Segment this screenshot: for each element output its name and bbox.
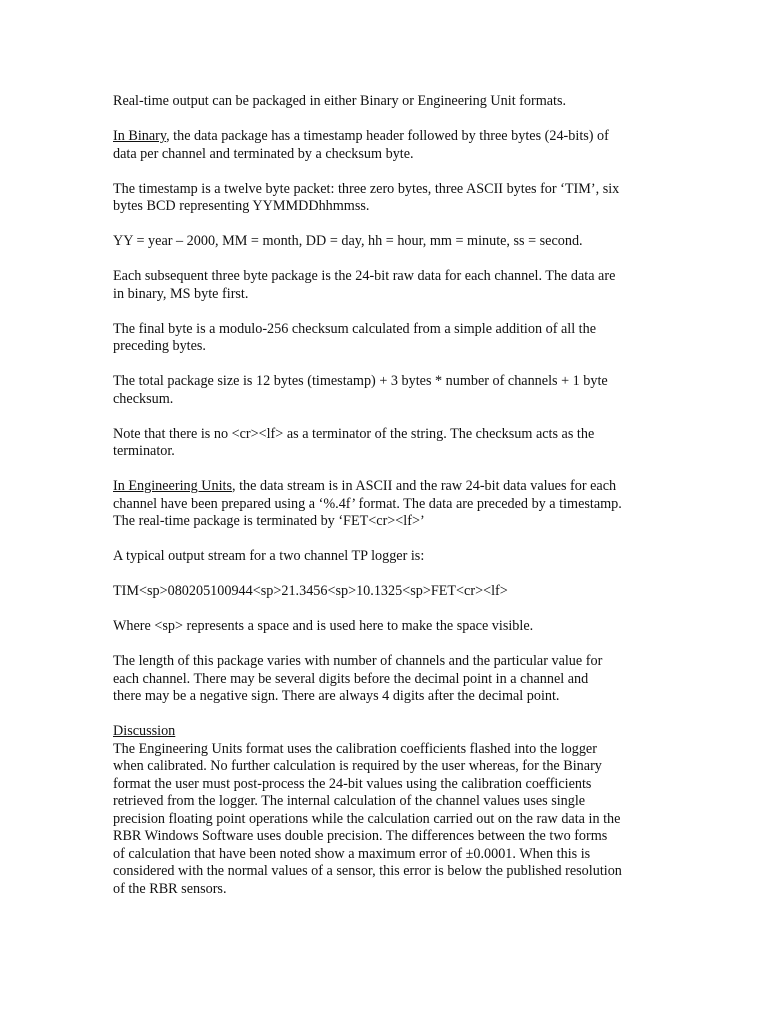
paragraph-sp-note: Where <sp> represents a space and is used here to make the space visible. bbox=[113, 618, 534, 634]
paragraph-package-size: The total package size is 12 bytes (timestamp) + 3 bytes * number of channels + 1 byte checksum. bbox=[113, 373, 608, 407]
binary-heading: In Binary bbox=[113, 128, 167, 144]
paragraph-stream-example: TIM<sp>080205100944<sp>21.3456<sp>10.1325<sp>FET<cr><lf> bbox=[113, 583, 508, 599]
paragraph-package-length: The length of this package varies with number of channels and the particular value for each channel. There may be several digits before the decimal point in a channel and there may be a negative sign. There are always 4 digits after the decimal point. bbox=[113, 653, 603, 704]
paragraph-channel-data: Each subsequent three byte package is the 24-bit raw data for each channel. The data are in binary, MS byte first. bbox=[113, 268, 616, 302]
engineering-units-heading: In Engineering Units bbox=[113, 478, 232, 494]
paragraph-typical-stream: A typical output stream for a two channel TP logger is: bbox=[113, 548, 425, 564]
paragraph-time-fields: YY = year – 2000, MM = month, DD = day, hh = hour, mm = minute, ss = second. bbox=[113, 233, 583, 249]
engineering-units-text: , the data stream is in ASCII and the raw 24-bit data values for each channel have been prepared using a ‘%.4f’ format. The data are preceded by a timestamp. The real-time package is terminated by ‘FET<cr><lf>’ bbox=[113, 478, 622, 529]
binary-text: , the data package has a timestamp header followed by three bytes (24-bits) of data per channel and terminated by a checksum byte. bbox=[113, 128, 609, 162]
paragraph-engineering-units bbox=[113, 478, 663, 531]
paragraph-terminator-note: Note that there is no <cr><lf> as a terminator of the string. The checksum acts as the terminator. bbox=[113, 425, 595, 459]
paragraph-binary bbox=[113, 128, 663, 163]
discussion-heading: Discussion bbox=[113, 723, 176, 739]
paragraph-timestamp: The timestamp is a twelve byte packet: three zero bytes, three ASCII bytes for ‘TIM’, six bytes BCD representing YYMMDDhhmmss. bbox=[113, 180, 620, 214]
paragraph-checksum: The final byte is a modulo-256 checksum calculated from a simple addition of all the preceding bytes. bbox=[113, 320, 597, 354]
paragraph-discussion: The Engineering Units format uses the calibration coefficients flashed into the logger when calibrated. No further calculation is required by the user whereas, for the Binary format the user must post-process the 24-bit values using the calibration coefficients retrieved from the logger. The internal calculation of the channel values uses single precision floating point operations while the calculation carried out on the raw data in the RBR Windows Software uses double precision. The differences between the two forms of calculation that have been noted show a maximum error of ±0.0001. When this is considered with the normal values of a sensor, this error is below the published resolution of the RBR sensors. bbox=[113, 740, 622, 897]
document-body bbox=[113, 93, 663, 916]
paragraph-intro: Real-time output can be packaged in either Binary or Engineering Unit formats. bbox=[113, 93, 567, 109]
